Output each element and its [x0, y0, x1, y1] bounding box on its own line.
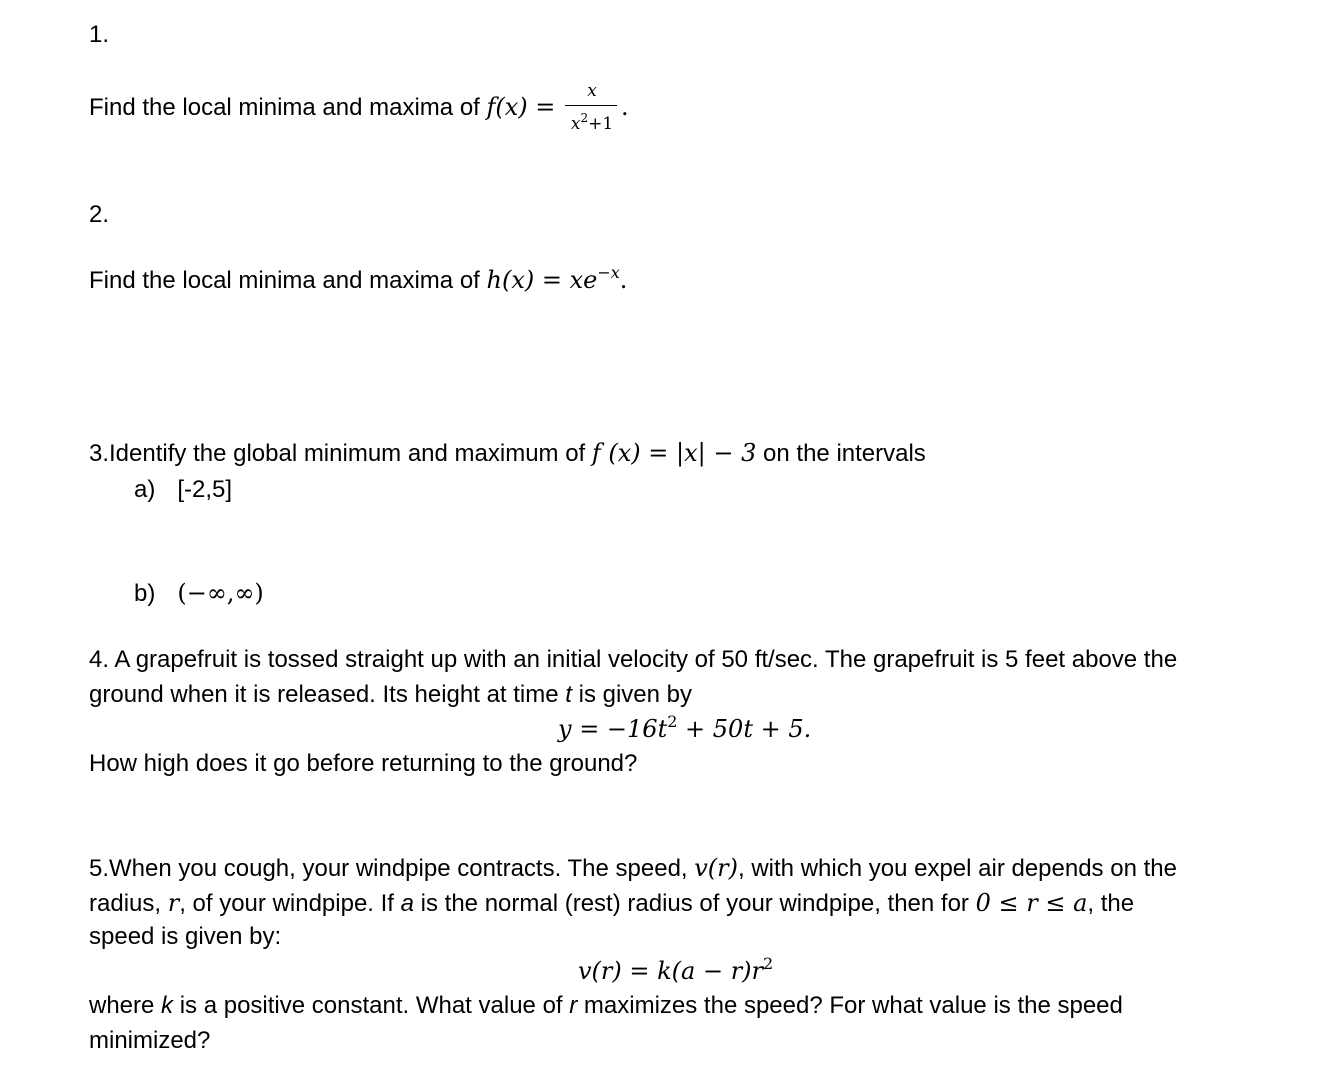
problem-1-equals: = — [527, 93, 564, 121]
problem-5-line-2-c: is the normal (rest) radius of your windpipe, then for — [414, 890, 976, 917]
problem-1-text — [89, 81, 629, 134]
problem-4-question: How high does it go before returning to the ground? — [89, 750, 638, 777]
problem-5-k-var: k — [161, 992, 174, 1019]
problem-5-equation — [578, 954, 773, 989]
denominator-base: x — [570, 114, 581, 134]
problem-4-time-variable: t — [565, 681, 572, 708]
problem-1-number: 1. — [89, 21, 110, 48]
problem-5-line-4 — [89, 989, 1123, 1023]
problem-4-line-2-start: ground when it is released. Its height at time — [89, 681, 566, 708]
equation-right: + 50t + 5. — [677, 715, 812, 743]
problem-5-line-1-start: 5.When you cough, your windpipe contracts. The speed, — [89, 855, 695, 882]
problem-2-exponent: −x — [597, 263, 620, 282]
problem-3-part-b — [134, 576, 264, 611]
problem-3-tail: on the intervals — [756, 440, 926, 467]
problem-5-line-1-end: , with which you expel air depends on the — [738, 855, 1177, 882]
problem-1-prompt: Find the local minima and maxima of — [89, 94, 487, 121]
part-a-label: a) — [134, 476, 156, 503]
equation-exponent: 2 — [667, 712, 678, 731]
fraction-denominator — [563, 107, 621, 141]
denominator-tail: +1 — [588, 114, 614, 134]
problem-4-line-1: 4. A grapefruit is tossed straight up with an initial velocity of 50 ft/sec. The grapefruit is 5 feet above the — [89, 646, 1178, 673]
problem-1-fraction — [563, 81, 621, 134]
problem-2-prompt: Find the local minima and maxima of — [89, 267, 487, 294]
problem-4-equation — [558, 712, 811, 747]
problem-2-period: . — [619, 266, 628, 294]
part-b-label: b) — [134, 580, 156, 607]
denominator-exponent: 2 — [580, 111, 589, 125]
problem-1-period: . — [621, 93, 629, 121]
part-b-interval: (−∞,∞) — [177, 579, 264, 607]
problem-5-a-var: a — [400, 890, 414, 917]
fraction-bar — [565, 105, 617, 106]
problem-4-line-2 — [89, 678, 692, 712]
speed-equation-exponent: 2 — [763, 954, 774, 973]
problem-3-equation: f (x) = |x| − 3 — [591, 439, 757, 467]
problem-5-line-4-b: is a positive constant. What value of — [173, 992, 570, 1019]
problem-5-line-2-a: radius, — [89, 890, 168, 917]
problem-1-function-name: f — [486, 93, 496, 121]
problem-5-line-1 — [89, 851, 1177, 886]
problem-3-part-a — [134, 473, 232, 507]
part-a-interval: [-2,5] — [177, 476, 233, 503]
problem-4-line-2-end: is given by — [571, 681, 692, 708]
problem-3-intro: 3.Identify the global minimum and maximum of — [89, 440, 592, 467]
problem-2-text — [89, 263, 627, 298]
problem-2-number: 2. — [89, 201, 110, 228]
problem-5-line-4-a: where — [89, 992, 162, 1019]
problem-5-line-2-d: , the — [1087, 890, 1135, 917]
fraction-numerator: x — [587, 81, 597, 101]
problem-1-function-arg: (x) — [495, 93, 528, 121]
problem-5-line-4-c: maximizes the speed? For what value is the speed — [577, 992, 1123, 1019]
problem-5-radius-var: r — [167, 889, 180, 917]
problem-5-line-2 — [89, 886, 1134, 921]
problem-2-equation: h(x) = xe — [486, 266, 598, 294]
problem-5-speed-function: v(r) — [694, 854, 739, 882]
problem-5-line-2-b: , of your windpipe. If — [179, 890, 401, 917]
problem-5-line-5: minimized? — [89, 1027, 211, 1054]
equation-left: y = −16t — [558, 715, 668, 743]
problem-3-text — [89, 436, 926, 471]
problem-5-line-3: speed is given by: — [89, 923, 282, 950]
problem-5-inequality: 0 ≤ r ≤ a — [975, 889, 1088, 917]
speed-equation: v(r) = k(a − r)r — [578, 957, 764, 985]
problem-5-r-var: r — [569, 992, 578, 1019]
